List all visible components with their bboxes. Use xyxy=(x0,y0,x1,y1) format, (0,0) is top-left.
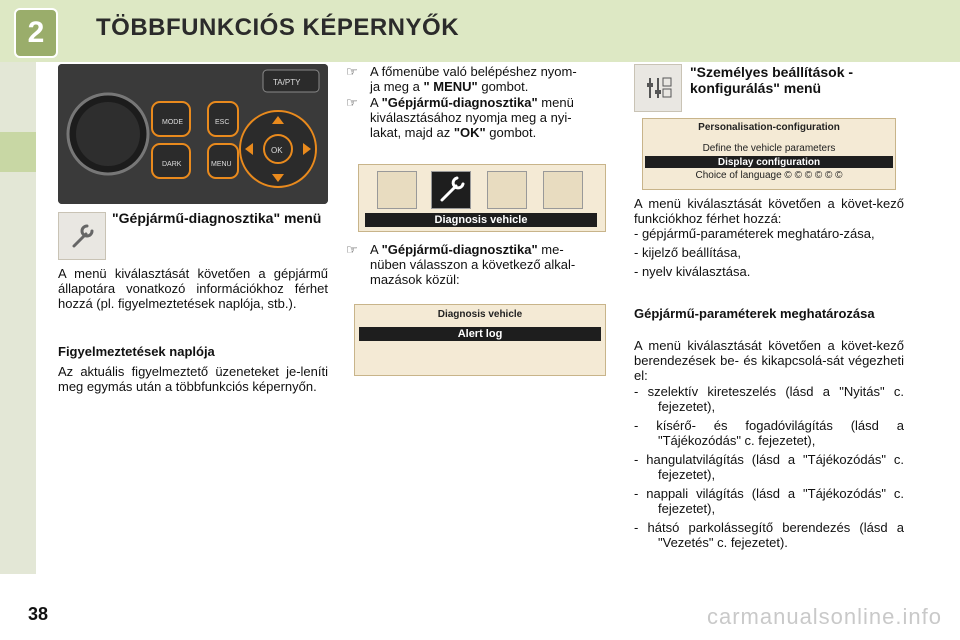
page-title: TÖBBFUNKCIÓS KÉPERNYŐK xyxy=(96,14,460,41)
diagnosis-screen xyxy=(354,304,606,376)
phone-bluetooth-icon xyxy=(543,171,583,209)
list-item: - nappali világítás (lásd a "Tájékozódás" c. fejezetet), xyxy=(634,486,904,516)
list-item: - hangulatvilágítás (lásd a "Tájékozódás" c. fejezetet), xyxy=(634,452,904,482)
personal-menu-title-2: konfigurálás" menü xyxy=(690,80,822,96)
alert-log-text: Az aktuális figyelmeztető üzeneteket je-leníti meg egymás után a többfunkciós képernyőn. xyxy=(58,364,328,394)
pointer-icon: ☞ xyxy=(346,242,358,257)
settings-icon xyxy=(634,64,682,112)
params-list xyxy=(634,384,904,550)
ok-label: OK xyxy=(271,146,283,155)
pointer-icon: ☞ xyxy=(346,95,358,110)
wrench-icon xyxy=(58,212,106,260)
side-tab xyxy=(0,132,36,172)
ta-label: TA/PTY xyxy=(273,78,301,87)
watermark: carmanualsonline.info xyxy=(706,604,942,629)
audio-icon xyxy=(377,171,417,209)
step1-line1: A főmenübe való belépéshez nyom- xyxy=(370,64,577,79)
esc-label: ESC xyxy=(215,119,230,126)
screen2-alert-log: Alert log xyxy=(359,327,601,341)
diagnosis-menu-title: "Gépjármű-diagnosztika" menü xyxy=(112,210,322,226)
step3-line2: nüben válasszon a következő alkal- xyxy=(370,257,576,272)
list-item: - szelektív kireteszelés (lásd a "Nyitás" c. fejezetet), xyxy=(634,384,904,414)
step1-line2: ja meg a " MENU" gombot. xyxy=(370,79,529,94)
step2-line3: lakat, majd az "OK" gombot. xyxy=(370,125,537,140)
diagnosis-intro: A menü kiválasztását követően a gépjármű állapotára vonatkozó információkhoz férhet hozzá (pl. figyelmeztetések naplója, stb.). xyxy=(58,266,328,311)
step3-line3: mazások közül: xyxy=(370,272,460,287)
list-item: - gépjármű-paraméterek meghatáro-zása, xyxy=(634,226,875,241)
main-menu-screen xyxy=(358,164,606,232)
list-item: - hátsó parkolássegítő berendezés (lásd a "Vezetés" c. fejezetet). xyxy=(634,520,904,550)
personal-intro: A menü kiválasztását követően a követ-kező funkciókhoz férhet hozzá: xyxy=(634,196,904,226)
params-intro: A menü kiválasztását követően a követ-kező berendezések be- és kikapcsolá-sát végezheti el: xyxy=(634,338,904,383)
mode-label: MODE xyxy=(162,119,183,126)
list-item: - kísérő- és fogadóvilágítás (lásd a "Tájékozódás" c. fejezetet), xyxy=(634,418,904,448)
personal-menu-title-1: "Személyes beállítások - xyxy=(690,64,854,80)
step2-line1: A "Gépjármű-diagnosztika" menü xyxy=(370,95,574,110)
settings-tile-icon xyxy=(487,171,527,209)
screen3-title: Personalisation-configuration xyxy=(698,122,840,133)
step2-line2: kiválasztásához nyomja meg a nyi- xyxy=(370,110,572,125)
step3-line1: A "Gépjármű-diagnosztika" me- xyxy=(370,242,564,257)
params-title: Gépjármű-paraméterek meghatározása xyxy=(634,306,875,321)
personalisation-screen xyxy=(642,118,896,190)
dark-label: DARK xyxy=(162,161,182,168)
list-item: - kijelző beállítása, xyxy=(634,245,741,260)
menu-label: MENU xyxy=(211,161,232,168)
list-item: - nyelv kiválasztása. xyxy=(634,264,751,279)
screen1-selected-label: Diagnosis vehicle xyxy=(365,213,597,227)
alert-log-title: Figyelmeztetések naplója xyxy=(58,344,215,359)
pointer-icon: ☞ xyxy=(346,64,358,79)
chapter-badge: 2 xyxy=(14,8,58,58)
screen3-row3: Choice of language © © © © © © xyxy=(695,170,843,181)
diagnosis-tile-icon xyxy=(431,171,471,209)
page-number: 38 xyxy=(28,604,49,624)
screen3-row1: Define the vehicle parameters xyxy=(702,143,836,154)
control-panel-photo xyxy=(58,64,328,204)
screen2-title: Diagnosis vehicle xyxy=(437,309,523,320)
screen3-row2: Display configuration xyxy=(645,156,893,168)
personal-options-list xyxy=(634,226,904,279)
